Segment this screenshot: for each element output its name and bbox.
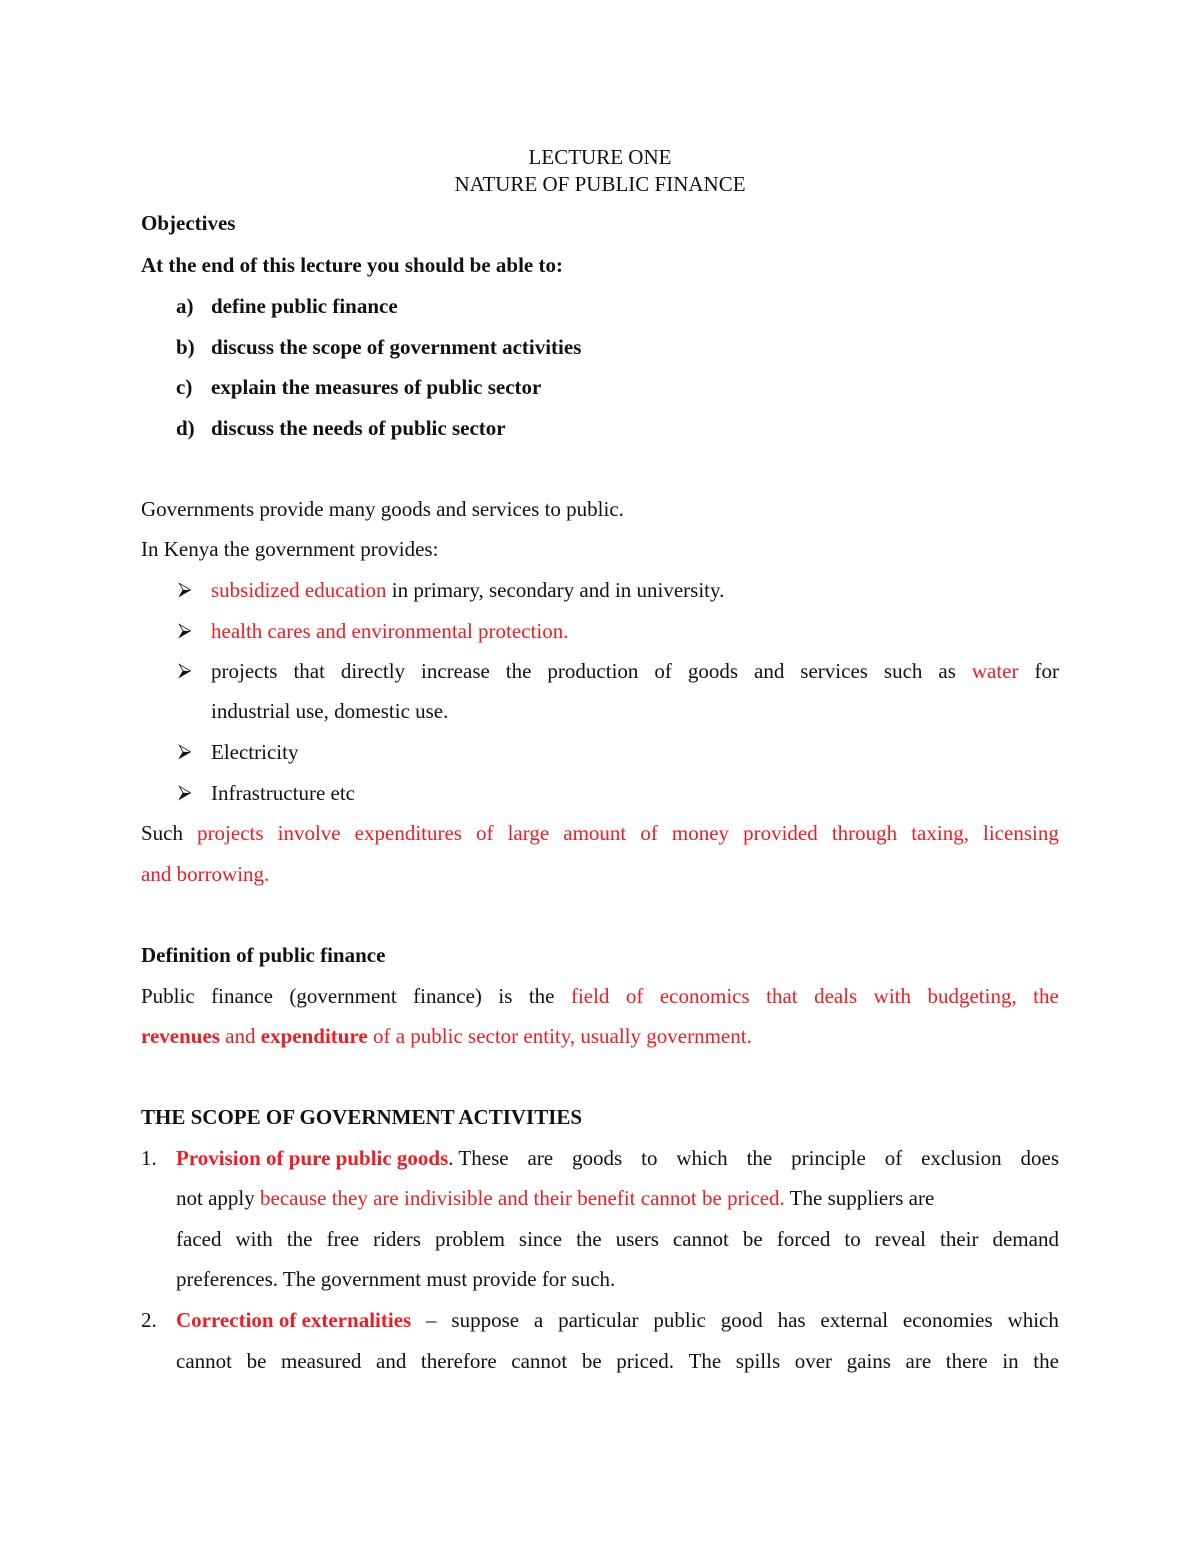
paragraph-justified: Public finance (government finance) is the field of economics that deals with budgeting, the bbox=[141, 984, 1059, 1008]
bullet-text-justified: projects that directly increase the production of goods and services such as water for bbox=[211, 659, 1059, 683]
list-item-line: not apply because they are indivisible and their benefit cannot be priced. The suppliers are bbox=[176, 1186, 935, 1210]
highlight-term: expenditure bbox=[260, 1024, 368, 1048]
objective-item bbox=[0, 418, 1200, 440]
objective-text: discuss the scope of government activities bbox=[211, 335, 582, 359]
objective-marker: a) bbox=[176, 294, 194, 318]
objective-marker: c) bbox=[176, 375, 193, 399]
objective-item bbox=[0, 337, 1200, 359]
objective-marker: d) bbox=[176, 416, 195, 440]
objectives-intro: At the end of this lecture you should be able to: bbox=[141, 253, 563, 277]
list-item-line: preferences. The government must provide for such. bbox=[176, 1267, 616, 1291]
list-item-line: Correction of externalities – suppose a particular public good has external economies which bbox=[176, 1308, 1059, 1332]
highlight-text: subsidized education bbox=[211, 578, 387, 602]
list-number: 2. bbox=[141, 1308, 157, 1332]
paragraph: In Kenya the government provides: bbox=[141, 537, 439, 561]
arrowhead-bullet-icon: ⮚ bbox=[178, 781, 192, 803]
bullet-item bbox=[0, 580, 1200, 602]
highlight-text: health cares and environmental protection. bbox=[211, 619, 569, 643]
bullet-text: in primary, secondary and in university. bbox=[391, 578, 725, 602]
objective-item bbox=[0, 296, 1200, 318]
list-item-line: Provision of pure public goods. These are goods to which the principle of exclusion does bbox=[176, 1146, 1059, 1170]
bullet-text: Electricity bbox=[211, 740, 299, 764]
bullet-item bbox=[0, 783, 1200, 805]
objective-text: define public finance bbox=[211, 294, 398, 318]
highlight-term: revenues bbox=[141, 1024, 220, 1048]
bullet-item bbox=[0, 621, 1200, 643]
arrowhead-bullet-icon: ⮚ bbox=[178, 659, 192, 681]
lecture-label: LECTURE ONE bbox=[528, 145, 672, 169]
bullet-item bbox=[0, 742, 1200, 764]
arrowhead-bullet-icon: ⮚ bbox=[178, 619, 192, 641]
objective-marker: b) bbox=[176, 335, 195, 359]
list-number: 1. bbox=[141, 1146, 157, 1170]
arrowhead-bullet-icon: ⮚ bbox=[178, 740, 192, 762]
highlight-text: and borrowing. bbox=[141, 862, 270, 886]
highlight-term: Provision of pure public goods bbox=[176, 1146, 449, 1170]
paragraph: Governments provide many goods and services to public. bbox=[141, 497, 624, 521]
arrowhead-bullet-icon: ⮚ bbox=[178, 578, 192, 600]
section-heading: Definition of public finance bbox=[141, 943, 386, 967]
highlight-term: Correction of externalities bbox=[176, 1308, 412, 1332]
highlight-text: water bbox=[971, 659, 1019, 683]
objective-text: explain the measures of public sector bbox=[211, 375, 542, 399]
list-item-line: faced with the free riders problem since the users cannot be forced to reveal their demand bbox=[176, 1227, 1059, 1251]
definition-line: revenues and expenditure of a public sector entity, usually government. bbox=[141, 1024, 752, 1048]
list-item-line: cannot be measured and therefore cannot be priced. The spills over gains are there in the bbox=[176, 1349, 1059, 1373]
objective-text: discuss the needs of public sector bbox=[211, 416, 506, 440]
page-title: NATURE OF PUBLIC FINANCE bbox=[454, 172, 746, 196]
highlight-text: because they are indivisible and their benefit cannot be priced. bbox=[260, 1186, 785, 1210]
bullet-text: Infrastructure etc bbox=[211, 781, 355, 805]
objectives-heading: Objectives bbox=[141, 211, 236, 235]
paragraph-justified: Such projects involve expenditures of large amount of money provided through taxing, licensing bbox=[141, 821, 1059, 845]
objective-item bbox=[0, 377, 1200, 399]
bullet-text: industrial use, domestic use. bbox=[211, 699, 449, 723]
section-heading: THE SCOPE OF GOVERNMENT ACTIVITIES bbox=[141, 1105, 583, 1129]
